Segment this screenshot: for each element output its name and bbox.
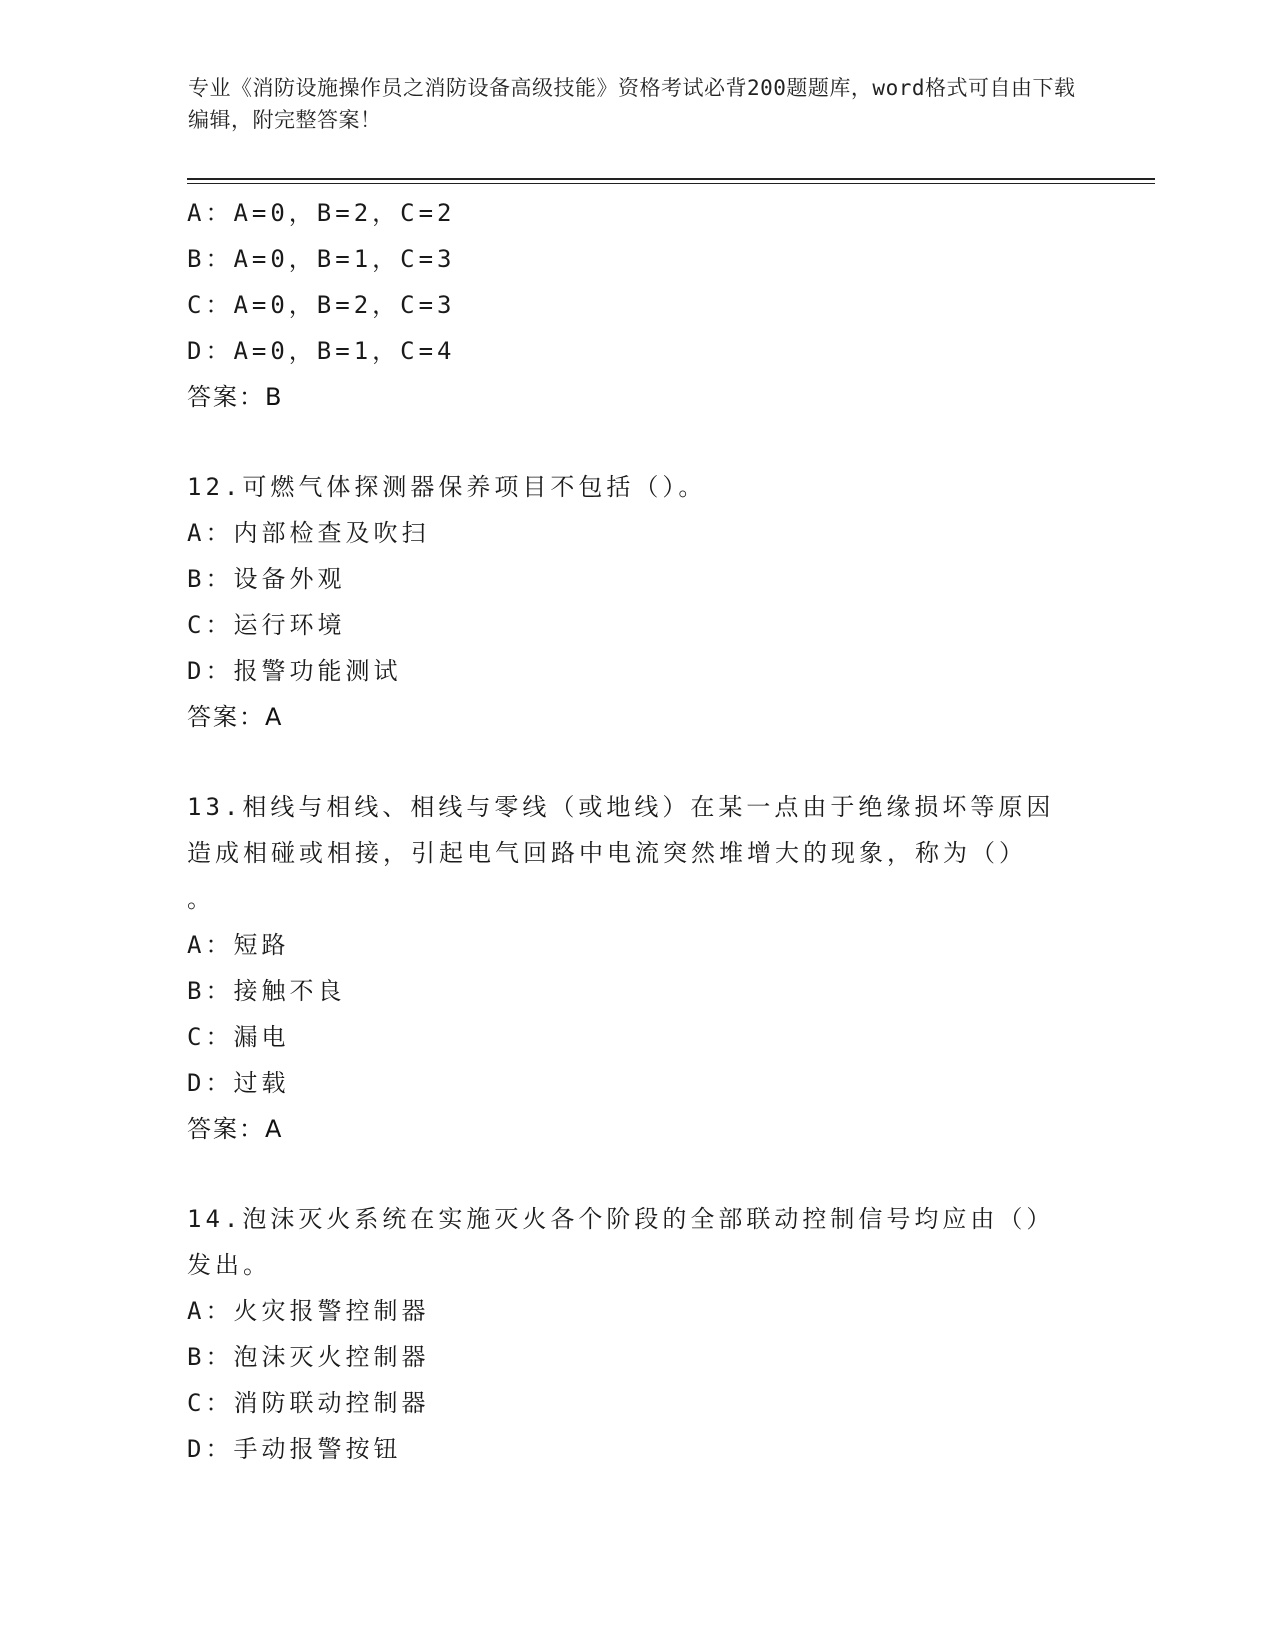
option-b: B：接触不良	[187, 977, 346, 1005]
option-d: D：A=0，B=1，C=4	[187, 337, 456, 365]
option-c: C：A=0，B=2，C=3	[187, 291, 456, 319]
question-11	[187, 190, 1087, 420]
option-d: D：报警功能测试	[187, 657, 402, 685]
answer: 答案：A	[187, 703, 284, 731]
option-b: B：设备外观	[187, 565, 346, 593]
question-14	[187, 1196, 1087, 1472]
option-d: D：过载	[187, 1069, 290, 1097]
answer: 答案：A	[187, 1115, 284, 1143]
option-a: A：A=0，B=2，C=2	[187, 199, 456, 227]
header-rule-thick	[187, 178, 1155, 180]
header-rule-thin	[187, 183, 1155, 184]
question-text-line-1: 13.相线与相线、相线与零线（或地线）在某一点由于绝缘损坏等原因	[187, 793, 1055, 821]
question-13	[187, 784, 1087, 1152]
question-text-line-2: 发出。	[187, 1251, 271, 1279]
option-c: C：漏电	[187, 1023, 290, 1051]
option-a: A：火灾报警控制器	[187, 1297, 430, 1325]
option-a: A：内部检查及吹扫	[187, 519, 430, 547]
option-a: A：短路	[187, 931, 290, 959]
option-c: C：消防联动控制器	[187, 1389, 430, 1417]
question-text-line-2: 造成相碰或相接，引起电气回路中电流突然堆增大的现象，称为（）	[187, 839, 1027, 867]
option-d: D：手动报警按钮	[187, 1435, 402, 1463]
question-12	[187, 464, 1087, 740]
question-list	[187, 190, 1087, 1472]
option-c: C：运行环境	[187, 611, 346, 639]
document-title: 专业《消防设施操作员之消防设备高级技能》资格考试必背200题题库，word格式可自由下载编辑，附完整答案！	[188, 76, 1076, 132]
question-text-line-1: 14.泡沫灭火系统在实施灭火各个阶段的全部联动控制信号均应由（）	[187, 1205, 1055, 1233]
option-b: B：A=0，B=1，C=3	[187, 245, 456, 273]
question-text-line-3: 。	[187, 885, 215, 913]
document-header	[188, 72, 1088, 136]
answer: 答案：B	[187, 383, 284, 411]
question-text: 12.可燃气体探测器保养项目不包括（）。	[187, 473, 707, 501]
option-b: B：泡沫灭火控制器	[187, 1343, 430, 1371]
